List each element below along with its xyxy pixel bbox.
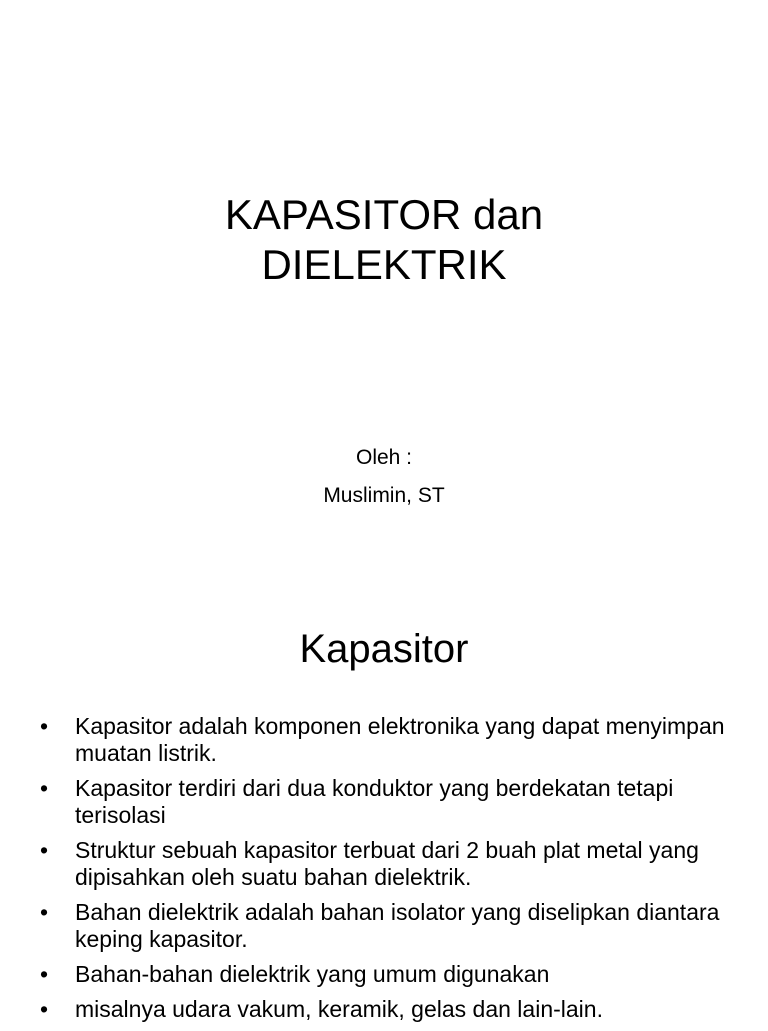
bullet-icon: • bbox=[40, 837, 49, 863]
author-name: Muslimin, ST bbox=[323, 484, 445, 507]
bullet-item bbox=[40, 996, 740, 1023]
bullet-item bbox=[40, 899, 740, 953]
bullet-text: misalnya udara vakum, keramik, gelas dan lain-lain. bbox=[75, 996, 603, 1022]
bullet-item bbox=[40, 775, 740, 829]
bullet-list bbox=[40, 713, 740, 1031]
content-slide bbox=[0, 576, 768, 1024]
author-byline bbox=[0, 439, 768, 515]
presentation-title bbox=[0, 190, 768, 290]
author-prefix: Oleh : bbox=[355, 446, 413, 469]
bullet-text: Kapasitor terdiri dari dua konduktor yang berdekatan tetapi terisolasi bbox=[75, 775, 674, 828]
slide-title: Kapasitor bbox=[299, 627, 469, 671]
bullet-item bbox=[40, 837, 740, 891]
bullet-text: Struktur sebuah kapasitor terbuat dari 2 buah plat metal yang dipisahkan oleh suatu bahan dielektrik. bbox=[75, 837, 699, 890]
bullet-icon: • bbox=[40, 899, 49, 925]
bullet-text: Bahan-bahan dielektrik yang umum digunakan bbox=[75, 961, 550, 987]
bullet-icon: • bbox=[40, 713, 49, 739]
bullet-text: Bahan dielektrik adalah bahan isolator yang diselipkan diantara keping kapasitor. bbox=[75, 899, 720, 952]
bullet-item bbox=[40, 961, 740, 988]
title-line-2: DIELEKTRIK bbox=[261, 241, 507, 288]
bullet-text: Kapasitor adalah komponen elektronika yang dapat menyimpan muatan listrik. bbox=[75, 713, 725, 766]
bullet-icon: • bbox=[40, 996, 49, 1022]
bullet-icon: • bbox=[40, 961, 49, 987]
bullet-icon: • bbox=[40, 775, 49, 801]
title-line-1: KAPASITOR dan bbox=[224, 191, 544, 238]
bullet-item bbox=[40, 713, 740, 767]
